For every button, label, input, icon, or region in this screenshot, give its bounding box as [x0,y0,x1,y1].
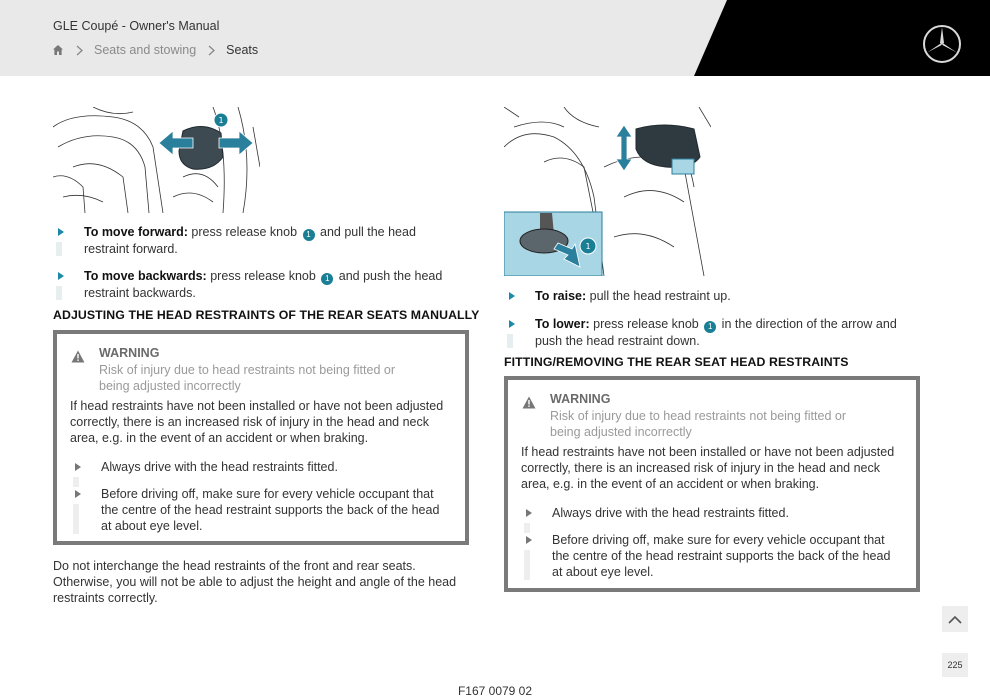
warning-box [53,330,469,545]
step-bullet-icon [509,320,515,328]
rear-head-restraint-figure [504,107,711,276]
svg-text:1: 1 [585,242,591,251]
breadcrumb-item-seats-and-stowing[interactable]: Seats and stowing [94,43,197,57]
step-lower: To lower: press release knob 1 in the direction of the arrow and push the head restraint down. [535,316,920,349]
bullet-icon [75,490,81,498]
warning-item: Before driving off, make sure for every vehicle occupant that the centre of the head restraint supports the back of the head at about eye level. [552,532,892,580]
step-move-forward: To move forward: press release knob 1 and pull the head restraint forward. [84,224,464,257]
step-move-backwards: To move backwards: press release knob 1 and push the head restraint backwards. [84,268,469,301]
breadcrumb [52,42,258,58]
bullet-icon [75,463,81,471]
chevron-right-icon [196,42,226,58]
warning-title: WARNING [99,346,160,360]
chevron-right-icon [64,42,94,58]
warning-item: Always drive with the head restraints fitted. [101,459,441,475]
home-icon[interactable] [52,44,64,56]
warning-subtitle: Risk of injury due to head restraints not being fitted or being adjusted incorrectly [550,409,846,439]
interchange-note: Do not interchange the head restraints of the front and rear seats. Otherwise, you will not be able to adjust the height and angle of the head restraints correctly. [53,559,457,605]
front-head-restraint-figure [53,107,260,213]
section-title-adjusting: ADJUSTING THE HEAD RESTRAINTS OF THE REAR SEATS MANUALLY [53,308,480,322]
warning-triangle-icon [71,350,85,363]
step-bullet-icon [509,292,515,300]
warning-box [504,376,920,592]
step-bullet-icon [58,228,64,236]
warning-body: If head restraints have not been installed or have not been adjusted correctly, there is an increased risk of injury in the head and neck area, e.g. in the event of an accident or when braking. [521,445,895,491]
release-knob-badge: 1 [321,273,333,285]
warning-subtitle: Risk of injury due to head restraints not being fitted or being adjusted incorrectly [99,363,395,393]
scroll-to-top-button[interactable] [942,606,968,632]
step-raise: To raise: pull the head restraint up. [535,288,915,304]
warning-item: Always drive with the head restraints fitted. [552,505,892,521]
warning-title: WARNING [550,392,611,406]
step-bullet-icon [58,272,64,280]
figure-code: F167 0079 02 [457,684,533,698]
release-knob-badge: 1 [303,229,315,241]
page-number: 225 [942,653,968,677]
release-knob-badge: 1 [704,321,716,333]
bullet-icon [526,536,532,544]
mercedes-star-logo[interactable] [922,24,962,64]
warning-item: Before driving off, make sure for every vehicle occupant that the centre of the head restraint supports the back of the head at about eye level. [101,486,441,534]
section-title-fitting-removing: FITTING/REMOVING THE REAR SEAT HEAD RESTRAINTS [504,355,849,369]
svg-text:1: 1 [218,116,224,125]
bullet-icon [526,509,532,517]
warning-triangle-icon [522,396,536,409]
manual-title: GLE Coupé - Owner's Manual [53,19,220,33]
warning-body: If head restraints have not been installed or have not been adjusted correctly, there is an increased risk of injury in the head and neck area, e.g. in the event of an accident or when braking. [70,399,444,445]
chevron-up-icon [948,615,962,624]
breadcrumb-item-seats: Seats [226,43,259,57]
